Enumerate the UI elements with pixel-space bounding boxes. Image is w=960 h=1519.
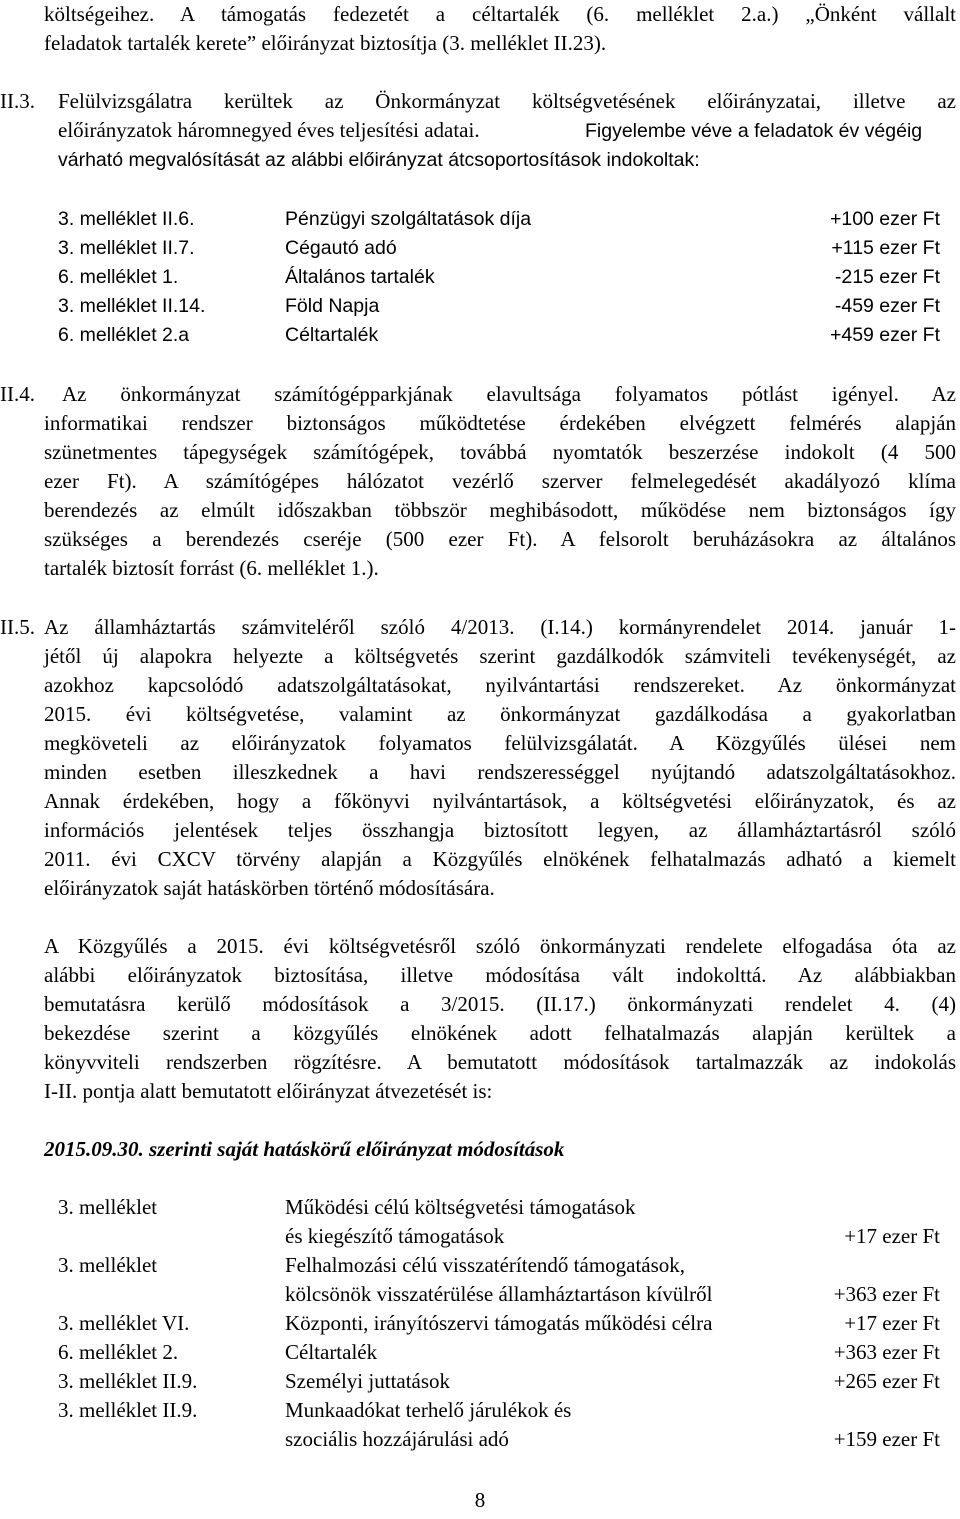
- section-ii5-line-6: minden esetben illeszkednek a havi rendszerességgel nyújtandó adatszolgáltatásokhoz.: [44, 760, 956, 784]
- table-row-ref: 3. melléklet: [58, 1195, 158, 1219]
- section-ii3-line-3: Figyelembe véve a feladatok év végéig: [585, 120, 923, 142]
- table-row-amount: +100 ezer Ft: [829, 208, 940, 230]
- table-row-amount: +159 ezer Ft: [833, 1427, 940, 1451]
- section-ii5-line-8: információs jelentések teljes összhangja biztosított legyen, az államháztartásról szóló: [44, 818, 956, 842]
- table-row-desc: Céltartalék: [285, 324, 379, 346]
- intro-line-2: feladatok tartalék kerete” előirányzat biztosítja (3. melléklet II.23).: [44, 31, 607, 55]
- table-row-desc: Általános tartalék: [285, 266, 435, 288]
- section-ii5-line-5: megköveteli az előirányzatok folyamatos felülvizsgálatát. A Közgyűlés ülései nem: [44, 731, 956, 755]
- table-row-amount: +115 ezer Ft: [831, 237, 940, 259]
- table-row-ref: 3. melléklet II.9.: [58, 1398, 198, 1422]
- section-ii5-para2-line-5: könyvviteli rendszerben rögzítésre. A bemutatott módosítások tartalmazzák az indokolás: [44, 1050, 956, 1074]
- table-row-amount: +17 ezer Ft: [844, 1224, 940, 1248]
- table-row-ref: 6. melléklet 2.: [58, 1340, 179, 1364]
- table-row-ref: 3. melléklet VI.: [58, 1311, 190, 1335]
- section-ii5-line-7: Annak érdekében, hogy a főkönyvi nyilvántartások, a költségvetési előirányzatok, és az: [44, 789, 956, 813]
- section-ii5-line-10: előirányzatok saját hatáskörben történő módosítására.: [44, 876, 495, 900]
- table-row-amount: +363 ezer Ft: [833, 1340, 940, 1364]
- table-row-ref: 3. melléklet II.6.: [58, 208, 195, 230]
- section-ii5-number: II.5.: [0, 615, 35, 639]
- section-ii5-para2-line-3: bemutatásra kerülő módosítások a 3/2015. (II.17.) önkormányzati rendelet 4. (4): [44, 992, 956, 1016]
- section-ii5-line-9: 2011. évi CXCV törvény alapján a Közgyűlés elnökének felhatalmazás adható a kiemelt: [44, 847, 956, 871]
- section-ii5-line-4: 2015. évi költségvetése, valamint az önkormányzat gazdálkodása a gyakorlatban: [44, 702, 956, 726]
- table-row-desc-cont: kölcsönök visszatérülése államháztartáson kívülről: [285, 1282, 713, 1306]
- table-row-desc-cont: és kiegészítő támogatások: [285, 1224, 505, 1248]
- table-row-desc: Föld Napja: [285, 295, 380, 317]
- table-row-desc: Céltartalék: [285, 1340, 378, 1364]
- page-number: 8: [474, 1488, 486, 1512]
- table-row-ref: 3. melléklet II.9.: [58, 1369, 198, 1393]
- section-ii5-para2-line-1: A Közgyűlés a 2015. évi költségvetésről szóló önkormányzati rendelete elfogadása óta az: [44, 934, 956, 958]
- table-row-desc: Személyi juttatások: [285, 1369, 451, 1393]
- section-ii5-line-2: jétől új alapokra helyezte a költségvetés szerint gazdálkodók számviteli tevékenységét, az: [44, 644, 956, 668]
- table-row-ref: 6. melléklet 2.a: [58, 324, 190, 346]
- table-row-amount: -459 ezer Ft: [834, 295, 940, 317]
- section-ii4-line-4: ezer Ft). A számítógépes hálózatot vezérlő szerver felmelegedését akadályozó klíma: [44, 469, 956, 493]
- section-ii3-line-1: Felülvizsgálatra kerültek az Önkormányzat költségvetésének előirányzatai, illetve az: [58, 89, 956, 113]
- section-ii4-line-5: berendezés az elmúlt időszakban többször meghibásodott, működése nem biztonságos így: [44, 498, 956, 522]
- table-row-ref: 3. melléklet II.7.: [58, 237, 195, 259]
- table-row-amount: -215 ezer Ft: [834, 266, 940, 288]
- section-ii4-line-2: informatikai rendszer biztonságos működtetése érdekében elvégzett felmérés alapján: [44, 411, 956, 435]
- table-row-amount: +363 ezer Ft: [833, 1282, 940, 1306]
- table-row-amount: +17 ezer Ft: [844, 1311, 940, 1335]
- table-row-desc: Munkaadókat terhelő járulékok és: [285, 1398, 572, 1422]
- section-ii4-line-3: szünetmentes tápegységek számítógépek, továbbá nyomtatók beszerzése indokolt (4 500: [44, 440, 956, 464]
- table-row-amount: +265 ezer Ft: [833, 1369, 940, 1393]
- section-ii5-line-3: azokhoz kapcsolódó adatszolgáltatásokat, nyilvántartási rendszereket. Az önkormányzat: [44, 673, 956, 697]
- section-ii3-line-2: előirányzatok háromnegyed éves teljesítési adatai.: [58, 118, 480, 142]
- section-ii3-number: II.3.: [0, 89, 35, 113]
- table-row-desc: Központi, irányítószervi támogatás működési célra: [285, 1311, 713, 1335]
- section-ii5-para2-line-4: bekezdése szerint a közgyűlés elnökének adott felhatalmazás alapján kerültek a: [44, 1021, 956, 1045]
- table-row-desc: Működési célú költségvetési támogatások: [285, 1195, 636, 1219]
- section-ii4-line-1: Az önkormányzat számítógépparkjának elavultsága folyamatos pótlást igényel. Az: [62, 382, 956, 406]
- table-row-desc: Felhalmozási célú visszatérítendő támogatások,: [285, 1253, 686, 1277]
- table-row-amount: +459 ezer Ft: [829, 324, 940, 346]
- table-row-ref: 3. melléklet: [58, 1253, 158, 1277]
- intro-line-1: költségeihez. A támogatás fedezetét a céltartalék (6. melléklet 2.a.) „Önként vállalt: [44, 2, 956, 26]
- modifications-heading: 2015.09.30. szerinti saját hatáskörű előirányzat módosítások: [44, 1137, 565, 1161]
- section-ii4-number: II.4.: [0, 382, 35, 406]
- table-row-desc-cont: szociális hozzájárulási adó: [285, 1427, 509, 1451]
- table-row-ref: 3. melléklet II.14.: [58, 295, 206, 317]
- table-row-desc: Pénzügyi szolgáltatások díja: [285, 208, 532, 230]
- table-row-ref: 6. melléklet 1.: [58, 266, 179, 288]
- section-ii5-line-1: Az államháztartás számviteléről szóló 4/2013. (I.14.) kormányrendelet 2014. január 1-: [44, 615, 956, 639]
- section-ii5-para2-line-2: alábbi előirányzatok biztosítása, illetve módosítása vált indokolttá. Az alábbiakban: [44, 963, 956, 987]
- section-ii4-line-7: tartalék biztosít forrást (6. melléklet 1.).: [44, 556, 379, 580]
- section-ii4-line-6: szükséges a berendezés cseréje (500 ezer Ft). A felsorolt beruházásokra az általános: [44, 527, 956, 551]
- table-row-desc: Cégautó adó: [285, 237, 397, 259]
- section-ii5-para2-line-6: I-II. pontja alatt bemutatott előirányzat átvezetését is:: [44, 1079, 493, 1103]
- section-ii3-line-4: várható megvalósítását az alábbi előirányzat átcsoportosítások indokoltak:: [58, 149, 700, 171]
